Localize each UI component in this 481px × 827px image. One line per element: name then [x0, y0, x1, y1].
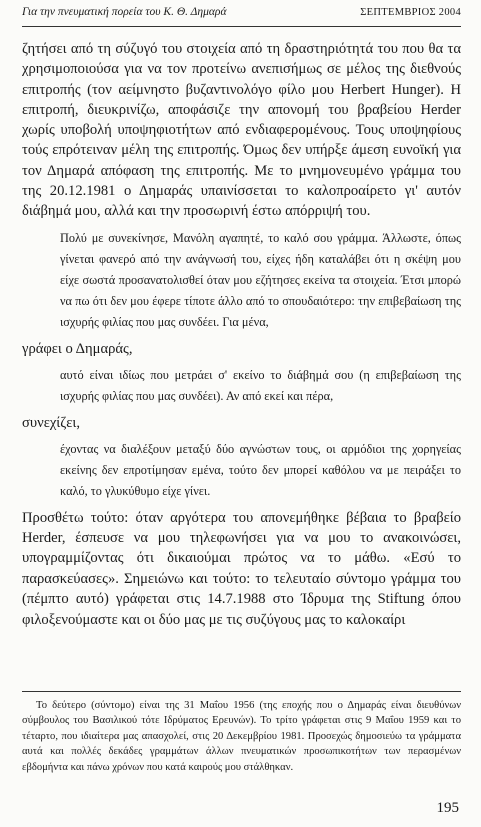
footnote-section [22, 691, 461, 775]
running-title: Για την πνευματική πορεία του Κ. Θ. Δημαρά [22, 6, 227, 18]
body-paragraph-2: Προσθέτω τούτο: όταν αργότερα του απονεμήθηκε βέβαια το βραβείο Herder, έσπευσε να μου τηλεφωνήσει για να μου το ανακοινώσει, υπογραμμίζοντας ότι δικαιούμαι πρώτος να το μάθω. «Εσύ το παρασκεύασες». Σημειώνω και τούτο: το τελευταίο σύντομο γράμμα του (πέμπτο αυτό) γράφεται στις 14.7.1988 στο Ίδρυμα της Stiftung όπου φιλοξενούμαστε και οι δύο μας με τις συζύγους μας το καλοκαίρι [22, 509, 461, 628]
block-quote-1 [60, 228, 461, 333]
block-quote-3 [60, 439, 461, 502]
quote-text-2: αυτό είναι ιδίως που μετράει σ' εκείνο το διάβημά σου (η επιβεβαίωση της ισχυρής φιλίας που μας συνδέει). Αν από εκεί και πέρα, [60, 367, 461, 403]
footnote: Το δεύτερο (σύντομο) είναι της 31 Μαΐου 1956 (της εποχής που ο Δημαράς είναι διευθύνων σύμβουλος του Βασιλικού τότε Ιδρύματος Ερευνών). Το τρίτο γράφεται στις 9 Μαΐου 1959 και το τέταρτο, που ιδιαίτερα μας απασχολεί, στις 20 Δεκεμβρίου 1981. Προσεχώς δημοσιεύω τα γράμματα αυτά και πολλές δεκάδες γραμμάτων άλλων πνευματικών προσωπικοτήτων των περασμένων εβδομήντα και πάνω χρόνων που κατά καιρούς μου στάλθηκαν. [22, 700, 461, 773]
resume-text-1: γράφει ο Δημαράς, [22, 340, 133, 357]
running-header [22, 0, 461, 27]
issue-date: ΣΕΠΤΕΜΒΡΙΟΣ 2004 [360, 7, 461, 18]
resume-text-2: συνεχίζει, [22, 414, 80, 431]
body-paragraph-1: ζητήσει από τη σύζυγό του στοιχεία από τη δραστηριότητά του που θα τα χρησιμοποιούσα για να τον προτείνω ανεπισήμως σε μέλος της διεθνούς επιτροπής (τον αείμνηστο βυζαντινολόγο φίλο μου Herbert Hunger). Η επιτροπή, διευκρινίζω, αποφάσιζε την απονομή του βραβείου Herder χωρίς υποβολή υποψηφιοτήτων από ενδιαφερομένους. Τους υποψηφίους τούς επρότειναν μέλη της επιτροπής. Όμως δεν υπήρξε άμεση ευνοϊκή για τον Δημαρά απόφαση της επιτροπής. Με το μνημονευμένο γράμμα του της 20.12.1981 ο Δημαράς υπαινίσσεται το καλοπροαίρετο γι' αυτόν διάβημά μου, αλλά και την προσωρινή έστω απόρριψή του. [22, 41, 461, 220]
quote-text-3: έχοντας να διαλέξουν μεταξύ δύο αγνώστων τους, οι αρμόδιοι της χορηγείας εκείνης δεν επροτίμησαν εμένα, τούτο δεν μπορεί καθόλου να με πειράξει το καλό, το γλυκύθυμο είχε γίνει. [60, 441, 461, 498]
quote-text-1: Πολύ με συνεκίνησε, Μανόλη αγαπητέ, το καλό σου γράμμα. Άλλωστε, όπως γίνεται φανερό από την ανάγνωσή του, είχες ήδη καταλάβει ότι η σκέψη μου είχε σωστά προσανατολισθεί όταν μου εζήτησες εκείνα τα στοιχεία. Έτσι μπορώ να πω ότι δεν μου έφερε τίποτε άλλο από το σπουδαιότερο: την επιβεβαίωση της ισχυρής φιλίας που μας συνδέει. Για μένα, [60, 230, 461, 329]
page-number: 195 [436, 800, 459, 816]
block-quote-2 [60, 365, 461, 407]
